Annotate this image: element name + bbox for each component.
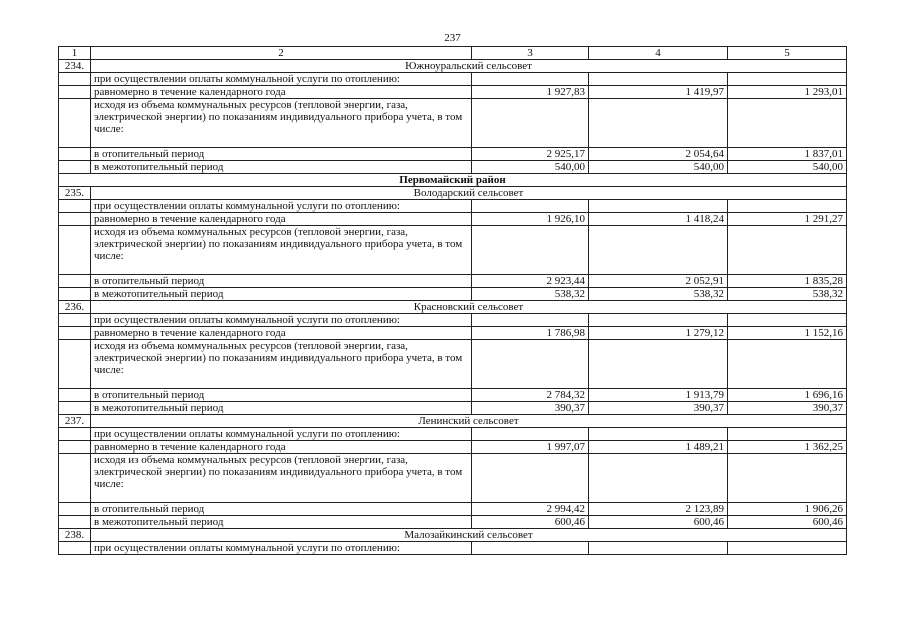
table-row: [59, 428, 847, 441]
table-row: [59, 389, 847, 402]
table-row: [59, 402, 847, 415]
value-cell: 1 837,01: [728, 148, 847, 161]
table-row: [59, 516, 847, 529]
section-name: Володарский сельсовет: [91, 187, 847, 200]
value-cell: 390,37: [589, 402, 728, 415]
value-cell: 600,46: [472, 516, 589, 529]
table-row: [59, 542, 847, 555]
table-row: [59, 275, 847, 288]
value-cell: 2 994,42: [472, 503, 589, 516]
table-row: [59, 503, 847, 516]
row-label: в межотопительный период: [91, 402, 472, 415]
row-label: исходя из объема коммунальных ресурсов (тепловой энергии, газа, электрической энергии) по показаниям индивидуального прибора учета, в том числе:: [91, 454, 472, 503]
row-label: равномерно в течение календарного года: [91, 213, 472, 226]
header-cell: 3: [472, 47, 589, 60]
row-label: в межотопительный период: [91, 161, 472, 174]
value-cell: 1 279,12: [589, 327, 728, 340]
value-cell: 1 696,16: [728, 389, 847, 402]
header-cell: 4: [589, 47, 728, 60]
section-name: Ленинский сельсовет: [91, 415, 847, 428]
section-name: Малозайкинский сельсовет: [91, 529, 847, 542]
row-label: в межотопительный период: [91, 516, 472, 529]
table-row: [59, 148, 847, 161]
value-cell: 540,00: [728, 161, 847, 174]
row-label: в отопительный период: [91, 389, 472, 402]
table-row: [59, 226, 847, 275]
value-cell: 1 362,25: [728, 441, 847, 454]
table-row: [59, 200, 847, 213]
value-cell: 540,00: [472, 161, 589, 174]
row-label: исходя из объема коммунальных ресурсов (тепловой энергии, газа, электрической энергии) по показаниям индивидуального прибора учета, в том числе:: [91, 99, 472, 148]
section-row: [59, 529, 847, 542]
section-name: Красновский сельсовет: [91, 301, 847, 314]
value-cell: 538,32: [728, 288, 847, 301]
section-name: Южноуральский сельсовет: [91, 60, 847, 73]
value-cell: 390,37: [472, 402, 589, 415]
table-row: [59, 161, 847, 174]
value-cell: 1 906,26: [728, 503, 847, 516]
table-row: [59, 340, 847, 389]
district-row: [59, 174, 847, 187]
value-cell: 538,32: [589, 288, 728, 301]
table-row: [59, 327, 847, 340]
value-cell: 1 291,27: [728, 213, 847, 226]
value-cell: 2 925,17: [472, 148, 589, 161]
section-number: 238.: [59, 529, 91, 542]
row-label: при осуществлении оплаты коммунальной услуги по отоплению:: [91, 542, 472, 555]
value-cell: 540,00: [589, 161, 728, 174]
value-cell: 1 913,79: [589, 389, 728, 402]
section-number: 237.: [59, 415, 91, 428]
header-cell: 5: [728, 47, 847, 60]
row-label: в межотопительный период: [91, 288, 472, 301]
value-cell: 1 152,16: [728, 327, 847, 340]
row-label: при осуществлении оплаты коммунальной услуги по отоплению:: [91, 428, 472, 441]
header-cell: 1: [59, 47, 91, 60]
table-row: [59, 99, 847, 148]
row-label: при осуществлении оплаты коммунальной услуги по отоплению:: [91, 200, 472, 213]
row-label: в отопительный период: [91, 148, 472, 161]
header-row: [59, 47, 847, 60]
value-cell: 2 923,44: [472, 275, 589, 288]
value-cell: 1 419,97: [589, 86, 728, 99]
value-cell: 1 997,07: [472, 441, 589, 454]
table-row: [59, 454, 847, 503]
value-cell: 600,46: [589, 516, 728, 529]
value-cell: 600,46: [728, 516, 847, 529]
value-cell: 1 293,01: [728, 86, 847, 99]
row-label: в отопительный период: [91, 275, 472, 288]
section-number: 236.: [59, 301, 91, 314]
value-cell: 1 786,98: [472, 327, 589, 340]
value-cell: 2 123,89: [589, 503, 728, 516]
tariff-table: [58, 46, 847, 555]
value-cell: 1 927,83: [472, 86, 589, 99]
value-cell: 1 418,24: [589, 213, 728, 226]
row-label: в отопительный период: [91, 503, 472, 516]
page-number: 237: [444, 32, 461, 44]
value-cell: 390,37: [728, 402, 847, 415]
section-row: [59, 301, 847, 314]
value-cell: 1 489,21: [589, 441, 728, 454]
value-cell: 538,32: [472, 288, 589, 301]
section-row: [59, 60, 847, 73]
value-cell: 1 835,28: [728, 275, 847, 288]
row-label: равномерно в течение календарного года: [91, 86, 472, 99]
table-row: [59, 73, 847, 86]
header-cell: 2: [91, 47, 472, 60]
value-cell: 2 784,32: [472, 389, 589, 402]
table-row: [59, 288, 847, 301]
value-cell: 2 052,91: [589, 275, 728, 288]
section-row: [59, 415, 847, 428]
row-label: равномерно в течение календарного года: [91, 441, 472, 454]
table-row: [59, 213, 847, 226]
table-row: [59, 86, 847, 99]
section-number: 234.: [59, 60, 91, 73]
value-cell: 1 926,10: [472, 213, 589, 226]
table-row: [59, 441, 847, 454]
row-label: исходя из объема коммунальных ресурсов (тепловой энергии, газа, электрической энергии) по показаниям индивидуального прибора учета, в том числе:: [91, 226, 472, 275]
district-name: Первомайский район: [59, 174, 847, 187]
row-label: при осуществлении оплаты коммунальной услуги по отоплению:: [91, 314, 472, 327]
section-row: [59, 187, 847, 200]
value-cell: 2 054,64: [589, 148, 728, 161]
row-label: равномерно в течение календарного года: [91, 327, 472, 340]
section-number: 235.: [59, 187, 91, 200]
row-label: при осуществлении оплаты коммунальной услуги по отоплению:: [91, 73, 472, 86]
row-label: исходя из объема коммунальных ресурсов (тепловой энергии, газа, электрической энергии) по показаниям индивидуального прибора учета, в том числе:: [91, 340, 472, 389]
table-row: [59, 314, 847, 327]
